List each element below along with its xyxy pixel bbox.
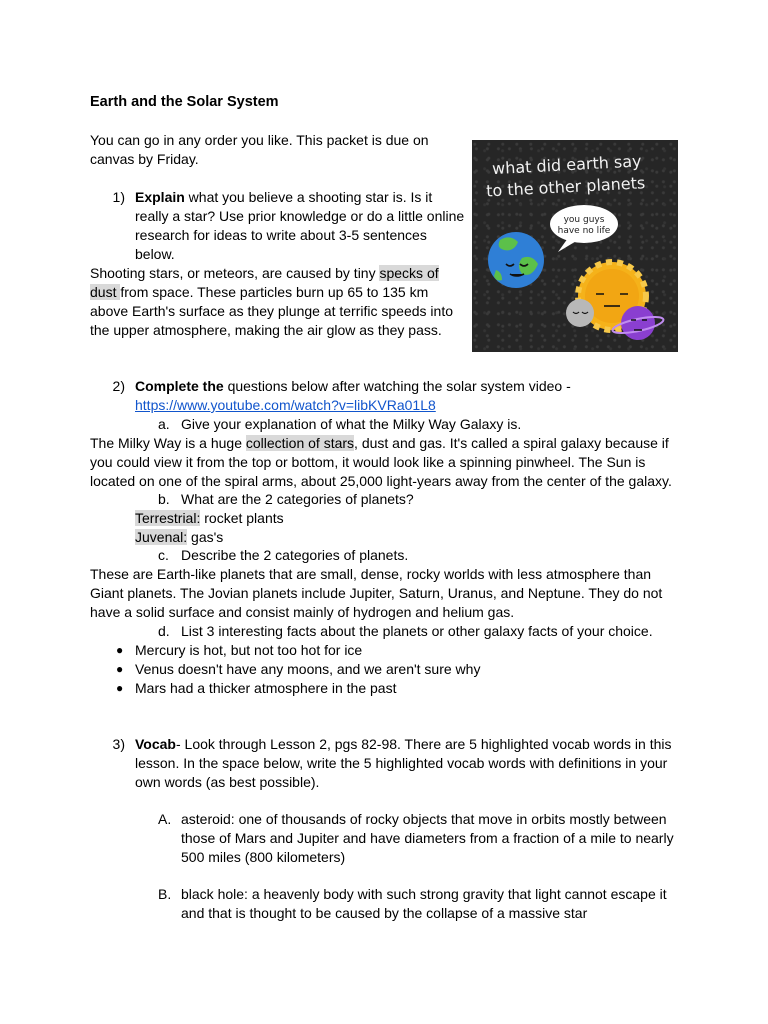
planets-joke-image xyxy=(472,140,678,352)
q2b-question: What are the 2 categories of planets? xyxy=(181,491,414,507)
q1-prompt-line-3: research for ideas to write about 3-5 sentences xyxy=(135,227,427,243)
vocab-a-line-2: those of Mars and Jupiter and have diameters from a fraction of a mile to nearly xyxy=(181,830,674,846)
vocab-a-line-3: 500 miles (800 kilometers) xyxy=(181,849,346,865)
speech-bubble-tail xyxy=(558,238,578,252)
q2a-label: a. xyxy=(158,416,170,432)
fact-item: Mercury is hot, but not too hot for ice xyxy=(135,642,363,658)
juvenal-text: gas's xyxy=(187,529,224,545)
q2d-label: d. xyxy=(158,623,170,639)
q3-number: 3) xyxy=(112,736,125,752)
q2c-answer-line-2: Giant planets. The Jovian planets include Jupiter, Saturn, Uranus, and Neptune. They do not xyxy=(90,585,663,601)
meme-caption-1: what did earth say xyxy=(491,151,642,179)
bubble-text-1: you guys xyxy=(563,215,605,225)
q1-highlight: specks of xyxy=(379,265,439,281)
q1-answer-text-2: from space. These particles burn up 65 to 135 km xyxy=(120,284,429,300)
juvenal-answer xyxy=(135,528,223,547)
terrestrial-answer xyxy=(135,509,284,528)
q2c-answer-line-1: These are Earth-like planets that are small, dense, rocky worlds with less atmosphere than xyxy=(90,566,652,582)
q1-answer-text: Shooting stars, or meteors, are caused by tiny xyxy=(90,265,380,281)
q2-bold: Complete the xyxy=(135,378,224,394)
terrestrial-label: Terrestrial: xyxy=(135,510,201,526)
bullet-icon: ● xyxy=(116,662,124,676)
q2-prompt xyxy=(135,377,571,396)
meme-caption-2: to the other planets xyxy=(485,173,646,201)
q1-highlight-2: dust xyxy=(90,284,121,300)
fact-item: Mars had a thicker atmosphere in the past xyxy=(135,680,397,696)
q2a-question: Give your explanation of what the Milky Way Galaxy is. xyxy=(181,416,522,432)
vocab-a-label: A. xyxy=(158,811,172,827)
vocab-a-line-1: asteroid: one of thousands of rocky objects that move in orbits mostly between xyxy=(181,811,667,827)
fact-item: Venus doesn't have any moons, and we aren't sure why xyxy=(135,661,481,677)
q3-bold: Vocab xyxy=(135,736,176,752)
q2a-answer-text-2: , dust and gas. It's called a spiral galaxy because if xyxy=(354,435,669,451)
q3-prompt-line-3: own words (as best possible). xyxy=(135,774,320,790)
q3-prompt-line-1 xyxy=(135,735,671,754)
q2-text: questions below after watching the solar system video - xyxy=(223,378,571,394)
bubble-text-2: have no life xyxy=(557,226,611,236)
q3-prompt-line-2: lesson. In the space below, write the 5 highlighted vocab words with definitions in your xyxy=(135,755,668,771)
q2b-label: b. xyxy=(158,491,170,507)
q2a-answer-line-3: located on one of the spiral arms, about 25,000 light-years away from the center of the galaxy. xyxy=(90,473,672,489)
q1-prompt-line-1 xyxy=(135,188,432,207)
q1-answer-line-3: above Earth's surface as they plunge at terrific speeds into xyxy=(90,303,453,319)
q2a-answer-text: The Milky Way is a huge xyxy=(90,435,246,451)
q2d-question: List 3 interesting facts about the planets or other galaxy facts of your choice. xyxy=(181,623,653,639)
vocab-b-label: B. xyxy=(158,886,172,902)
q2c-label: c. xyxy=(158,547,169,563)
q1-answer-line-1 xyxy=(90,264,439,283)
q1-bold: Explain xyxy=(135,189,185,205)
q2a-answer-line-2: you could view it from the top or bottom, it would look like a spinning pinwheel. The Sun is xyxy=(90,454,646,470)
q2a-answer-line-1 xyxy=(90,434,669,453)
q1-prompt-line-2: really a star? Use prior knowledge or do a little online xyxy=(135,208,465,224)
q3-text: - Look through Lesson 2, pgs 82-98. There are 5 highlighted vocab words in this xyxy=(175,736,672,752)
q1-answer-line-2 xyxy=(90,283,428,302)
bullet-icon: ● xyxy=(116,643,124,657)
bullet-icon: ● xyxy=(116,681,124,695)
video-link-wrapper xyxy=(135,396,436,415)
q2a-highlight: collection of stars xyxy=(245,435,355,451)
q2-number: 2) xyxy=(112,378,125,394)
terrestrial-text: rocket plants xyxy=(200,510,284,526)
intro-line-2: canvas by Friday. xyxy=(90,151,199,167)
q1-number: 1) xyxy=(112,189,125,205)
video-link[interactable]: https://www.youtube.com/watch?v=libKVRa01L8 xyxy=(135,397,436,413)
q1-text: what you believe a shooting star is. Is it xyxy=(184,189,433,205)
intro-line-1: You can go in any order you like. This packet is due on xyxy=(90,132,429,148)
juvenal-label: Juvenal: xyxy=(135,529,188,545)
q2c-question: Describe the 2 categories of planets. xyxy=(181,547,409,563)
planets-illustration xyxy=(472,140,678,352)
vocab-b-line-2: and that is thought to be caused by the collapse of a massive star xyxy=(181,905,588,921)
vocab-b-line-1: black hole: a heavenly body with such strong gravity that light cannot escape it xyxy=(181,886,667,902)
page-title: Earth and the Solar System xyxy=(90,94,279,110)
q1-prompt-line-4: below. xyxy=(135,246,175,262)
moon xyxy=(566,299,594,327)
q1-answer-line-4: the upper atmosphere, making the air glow as they pass. xyxy=(90,322,442,338)
q2c-answer-line-3: have a solid surface and consist mainly of hydrogen and helium gas. xyxy=(90,604,515,620)
